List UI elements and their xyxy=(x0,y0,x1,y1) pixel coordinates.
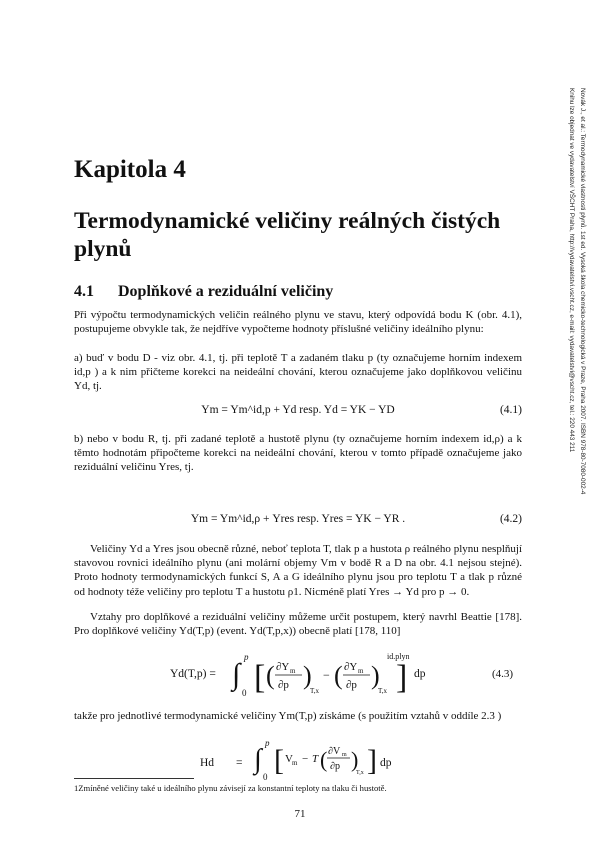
svg-text:): ) xyxy=(303,661,312,690)
svg-text:0: 0 xyxy=(263,772,268,782)
equation-number: (4.2) xyxy=(499,513,522,525)
section-number: 4.1 xyxy=(74,283,94,300)
svg-text:T: T xyxy=(312,753,319,765)
paragraph: Při výpočtu termodynamických veličin reálného plynu ve stavu, který odpovídá bodu K (obr. 4.1), postupujeme obvykle tak, že nejdříve vypočteme hodnoty příslušné veličiny ideálního plynu: xyxy=(74,309,522,336)
equation-body: Ym = Ym^id,ρ + Yres resp. Yres = YK − YR . xyxy=(190,513,406,525)
svg-text:∂V: ∂V xyxy=(328,746,341,757)
footnote-rule xyxy=(74,778,194,779)
svg-text:−: − xyxy=(323,668,330,682)
svg-text:(: ( xyxy=(334,661,343,690)
differential: dp xyxy=(414,668,426,680)
svg-text:∂p: ∂p xyxy=(346,679,357,691)
section-heading xyxy=(74,283,333,301)
page-number: 71 xyxy=(294,808,306,820)
svg-text:): ) xyxy=(351,747,359,772)
differential: dp xyxy=(380,757,392,769)
svg-text:T,x: T,x xyxy=(356,770,364,776)
svg-text:−: − xyxy=(302,753,309,765)
svg-text:]: ] xyxy=(367,744,377,777)
svg-text:∂p: ∂p xyxy=(278,679,289,691)
equation-lhs: Yd(T,p) = xyxy=(170,668,216,680)
svg-text:V: V xyxy=(285,753,293,765)
paragraph: Veličiny Yd a Yres jsou obecně různé, neboť teplota T, tlak p a hustota ρ reálného plynu nesplňují stavovou rovnici ideálního plynu (ani molární objemy Vm v bodě R a D na obr. 4.1 nejsou stejné). Proto hodnoty termodynamických funkcí S, A a G ideálního plynu jsou pro teplotu T a tlak p různé od hodnoty téže veličiny pro teplotu T a hustotu ρ1. Nicméně platí Yres → Yd pro p → 0. xyxy=(74,543,522,598)
svg-text:[: [ xyxy=(254,659,266,696)
svg-text:m: m xyxy=(358,667,364,675)
footnote: 1Zmíněné veličiny také u ideálního plynu závisejí za konstantní teploty na tlaku či hustotě. xyxy=(74,783,387,793)
svg-text:(: ( xyxy=(320,747,328,772)
paragraph: takže pro jednotlivé termodynamické veličiny Ym(T,p) získáme (s použitím vztahů v oddíle 2.3 ) xyxy=(74,710,502,722)
integral-expression xyxy=(252,736,377,784)
superscript-label: id.plyn xyxy=(387,652,410,661)
svg-text:m: m xyxy=(292,759,298,767)
section-title: Doplňkové a reziduální veličiny xyxy=(118,283,334,300)
svg-text:p: p xyxy=(265,738,270,748)
equation-4-1 xyxy=(74,404,522,428)
svg-text:∂p: ∂p xyxy=(330,761,340,772)
chapter-heading: Kapitola 4 xyxy=(74,156,186,183)
svg-text:): ) xyxy=(371,661,380,690)
paragraph: b) nebo v bodu R, tj. při zadané teplotě a hustotě plynu (ty označujeme horním indexem id,ρ) a k těmto hodnotám připočteme korekci na neideální chování, kterou v tomto případě označujeme jako reziduální veličinu Yres, tj. xyxy=(74,433,522,474)
citation-line: Novák J., et al.: Termodynamické vlastnosti plynů. 1st ed. Vysoká škola chemicko-technologická v Praze, Praha 2007. ISBN 978-80-7080-002-4 xyxy=(579,88,586,495)
svg-text:m: m xyxy=(290,667,296,675)
svg-text:∫: ∫ xyxy=(232,658,241,691)
equation-number: (4.3) xyxy=(492,668,514,680)
equation-body: Ym = Ym^id,p + Yd resp. Yd = YK − YD xyxy=(201,404,395,416)
svg-text:p: p xyxy=(244,652,249,662)
svg-text:m: m xyxy=(342,752,347,758)
svg-text:T,x: T,x xyxy=(378,687,388,695)
equation-lhs: Hd xyxy=(200,757,215,769)
integral-expression xyxy=(230,646,410,706)
svg-text:∫: ∫ xyxy=(254,744,262,775)
paragraph: a) buď v bodu D - viz obr. 4.1, tj. při teplotě T a zadaném tlaku p (ty označujeme horním indexem id,p ) a k nim přičteme korekci na neideální chování, kterou označujeme jako doplňkovou veličinu Yd, tj. xyxy=(74,352,522,393)
chapter-title: Termodynamické veličiny reálných čistých plynů xyxy=(74,208,501,262)
svg-text:∂Y: ∂Y xyxy=(276,661,290,673)
svg-text:∂Y: ∂Y xyxy=(344,661,358,673)
equation-4-2 xyxy=(74,513,522,537)
paragraph: Vztahy pro doplňkové a reziduální veličiny můžeme určit postupem, který navrhl Beattie [178]. Pro doplňkové veličiny Yd(T,p) (event. Yd(T,p,x)) obecně platí [178, 110] xyxy=(74,611,522,638)
svg-text:(: ( xyxy=(266,661,275,690)
svg-text:[: [ xyxy=(274,744,284,777)
svg-text:0: 0 xyxy=(242,688,247,698)
side-citation xyxy=(562,88,588,588)
equals-sign: = xyxy=(236,757,243,769)
equation-number: (4.1) xyxy=(499,404,522,416)
svg-text:T,x: T,x xyxy=(310,687,320,695)
svg-text:]: ] xyxy=(396,659,408,696)
order-info-line: Knihu lze objednat ve vydavatelství VŠCHT Praha, http://vydavatelstvi.vscht.cz, e-mail: vydavatelstvi@vscht.cz, tel.: 220 443 211 xyxy=(568,88,575,453)
